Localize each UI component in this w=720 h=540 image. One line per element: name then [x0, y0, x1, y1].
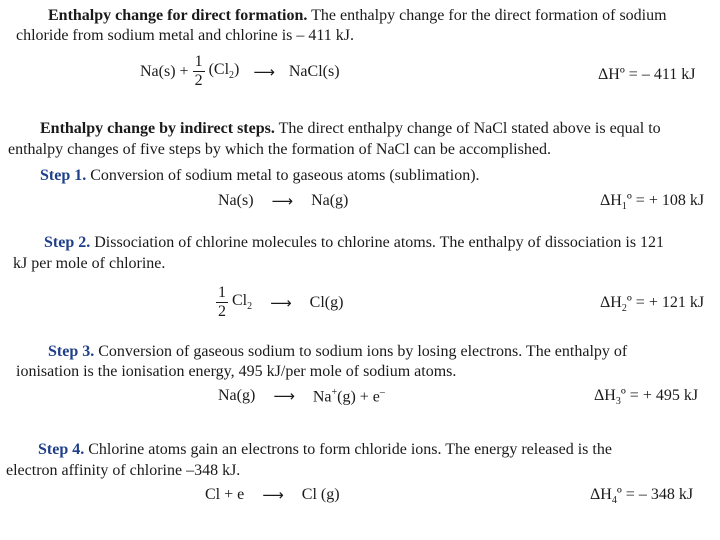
step3-equation: Na(g) ⟶ Na+(g) + e– [218, 387, 385, 406]
step4-label: Step 4. [38, 441, 85, 458]
direct-text-2: chloride from sodium metal and chlorine is – 411 kJ. [16, 27, 355, 44]
indirect-text-1: The direct enthalpy change of NaCl stated above is equal to [274, 120, 661, 137]
step1-line [40, 165, 480, 187]
step1-enthalpy: $\Delta H_1º$ = + 108 kJ [600, 192, 705, 213]
indirect-title: Enthalpy change by indirect steps. [40, 120, 275, 137]
step2-label: Step 2. [44, 234, 91, 251]
step3-text-2: ionisation is the ionisation energy, 495 kJ/per mole of sodium atoms. [16, 363, 457, 380]
direct-eq-lhs: Na(s) + [140, 62, 189, 80]
step1-label: Step 1. [40, 167, 87, 184]
direct-line-1 [48, 5, 667, 27]
step2-fraction: $\frac{1}{2}$ [218, 284, 226, 320]
direct-text-1: The enthalpy change for the direct formation of sodium [307, 7, 667, 24]
step1-equation: Na(s) ⟶ Na(g) [218, 192, 349, 210]
indirect-text-2: enthalpy changes of five steps by which the formation of NaCl can be accomplished. [8, 141, 551, 158]
step3-text-1: Conversion of gaseous sodium to sodium ions by losing electrons. The enthalpy of [94, 343, 628, 360]
step1-text: Conversion of sodium metal to gaseous atoms (sublimation). [86, 167, 480, 184]
step2-text-1: Dissociation of chlorine molecules to chlorine atoms. The enthalpy of dissociation is 121 [90, 234, 665, 251]
direct-title: Enthalpy change for direct formation. [48, 7, 308, 24]
reaction-arrow-icon: ⟶ [273, 387, 295, 405]
direct-eq-lhs2: $(Cl_2)$ [208, 61, 240, 82]
step2-text-2: kJ per mole of chlorine. [13, 255, 166, 272]
reaction-arrow-icon: ⟶ [262, 486, 284, 504]
step2-enthalpy: $\Delta H_2º$ = + 121 kJ [600, 294, 705, 315]
indirect-line-1 [40, 118, 661, 140]
direct-eq-rhs: NaCl(s) [288, 62, 340, 80]
step4-text-2: electron affinity of chlorine –348 kJ. [6, 462, 241, 479]
reaction-arrow-icon: ⟶ [271, 192, 294, 210]
step4-line-1 [38, 439, 612, 461]
step3-label: Step 3. [48, 343, 95, 360]
direct-equation [140, 53, 340, 90]
direct-enthalpy: ΔHº = – 411 kJ [598, 66, 696, 83]
step2-equation: $\frac{1}{2}$ $Cl_2$ ⟶ Cl(g) [218, 284, 344, 320]
reaction-arrow-icon: ⟶ [253, 62, 275, 81]
step4-enthalpy: $\Delta H_4º$ = – 348 kJ [590, 486, 694, 507]
step4-equation: Cl + e ⟶ Cl (g) [205, 486, 340, 504]
step4-text-1: Chlorine atoms gain an electrons to form chloride ions. The energy released is the [84, 441, 612, 458]
step3-enthalpy: $\Delta H_3º$ = + 495 kJ [594, 387, 699, 408]
step3-line-1 [48, 341, 627, 363]
step2-line-1 [44, 232, 664, 254]
reaction-arrow-icon: ⟶ [270, 293, 292, 312]
direct-fraction: $\frac{1}{2}$ [194, 53, 203, 89]
